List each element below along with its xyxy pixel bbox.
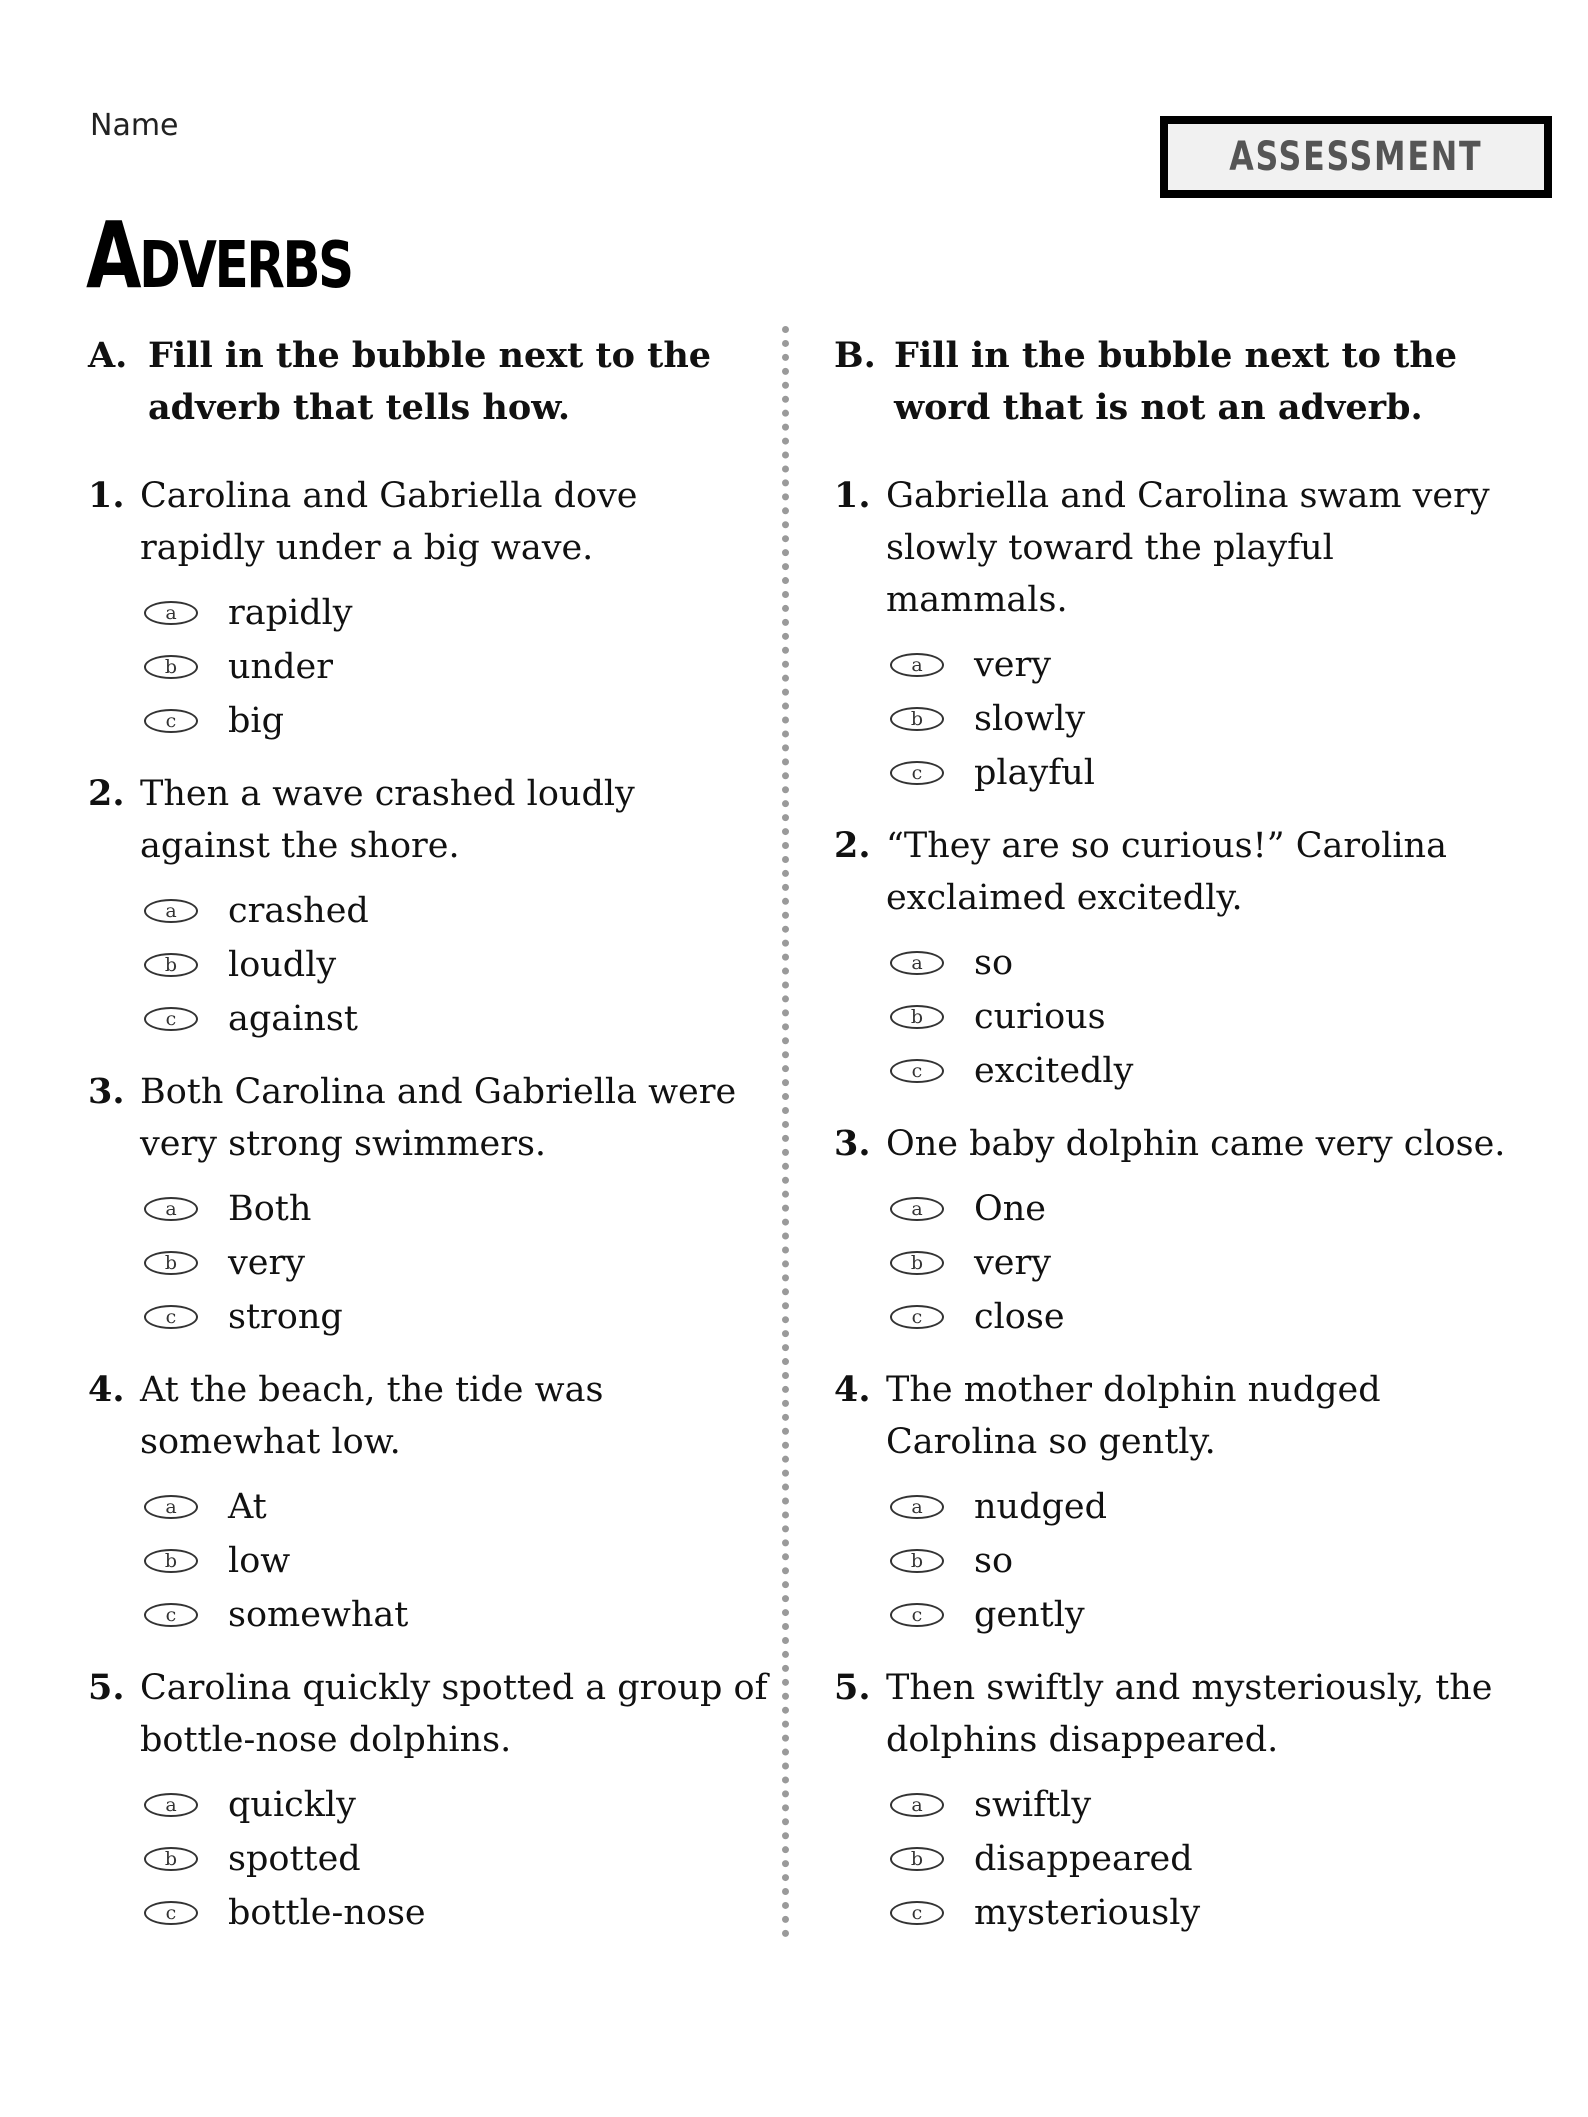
answer-option-label: somewhat — [228, 1595, 409, 1635]
answer-option-label: quickly — [228, 1785, 356, 1825]
answer-option-label: disappeared — [974, 1839, 1193, 1879]
answer-bubble[interactable]: b — [144, 1847, 198, 1871]
answer-options — [88, 884, 768, 1046]
question-number: 3. — [88, 1071, 125, 1112]
answer-option-label: curious — [974, 997, 1106, 1037]
answer-options — [834, 1480, 1514, 1642]
answer-options — [834, 936, 1514, 1098]
answer-bubble[interactable]: a — [144, 1495, 198, 1519]
answer-option[interactable] — [890, 1588, 1514, 1642]
answer-option-label: playful — [974, 753, 1095, 793]
question-text: Both Carolina and Gabriella were very strong swimmers. — [140, 1072, 737, 1164]
answer-bubble[interactable]: a — [890, 1197, 944, 1221]
answer-options — [88, 1778, 768, 1940]
answer-bubble[interactable]: a — [890, 951, 944, 975]
question-text: At the beach, the tide was somewhat low. — [140, 1370, 604, 1462]
question-number: 5. — [88, 1667, 125, 1708]
question-a-4 — [88, 1364, 768, 1642]
answer-option-label: excitedly — [974, 1051, 1134, 1091]
answer-option[interactable] — [144, 1182, 768, 1236]
answer-bubble[interactable]: a — [890, 1793, 944, 1817]
section-b-heading — [834, 330, 1514, 434]
answer-bubble[interactable]: b — [144, 1251, 198, 1275]
answer-option-label: bottle-nose — [228, 1893, 426, 1933]
assessment-badge — [1160, 116, 1552, 198]
answer-option[interactable] — [890, 1182, 1514, 1236]
section-a — [88, 330, 768, 1960]
question-b-3 — [834, 1118, 1514, 1344]
answer-option-label: against — [228, 999, 358, 1039]
answer-option-label: close — [974, 1297, 1065, 1337]
answer-options — [834, 1778, 1514, 1940]
name-label: Name — [90, 108, 179, 143]
answer-bubble[interactable]: a — [890, 1495, 944, 1519]
assessment-badge-label: ASSESSMENT — [1229, 134, 1483, 180]
question-number: 1. — [834, 475, 871, 516]
question-a-3 — [88, 1066, 768, 1344]
section-a-heading — [88, 330, 768, 434]
answer-bubble[interactable]: a — [890, 653, 944, 677]
answer-bubble[interactable]: c — [890, 761, 944, 785]
section-b-instruction: Fill in the bubble next to the word that is not an adverb. — [894, 335, 1458, 428]
section-b — [834, 330, 1514, 1960]
answer-option[interactable] — [144, 1778, 768, 1832]
answer-options — [834, 638, 1514, 800]
answer-option-label: One — [974, 1189, 1046, 1229]
answer-option-label: spotted — [228, 1839, 361, 1879]
question-stem — [88, 1066, 768, 1170]
answer-option[interactable] — [890, 936, 1514, 990]
question-text: Carolina and Gabriella dove rapidly under a big wave. — [140, 476, 638, 568]
answer-option[interactable] — [144, 694, 768, 748]
answer-options — [88, 586, 768, 748]
answer-option-label: strong — [228, 1297, 343, 1337]
answer-option[interactable] — [144, 640, 768, 694]
question-stem — [88, 1662, 768, 1766]
answer-option[interactable] — [144, 586, 768, 640]
question-text: Then swiftly and mysteriously, the dolphins disappeared. — [886, 1668, 1493, 1760]
answer-bubble[interactable]: c — [144, 1603, 198, 1627]
answer-option-label: Both — [228, 1189, 312, 1229]
answer-option[interactable] — [144, 938, 768, 992]
question-b-4 — [834, 1364, 1514, 1642]
answer-option-label: rapidly — [228, 593, 353, 633]
answer-option-label: low — [228, 1541, 291, 1581]
question-b-2 — [834, 820, 1514, 1098]
answer-option[interactable] — [144, 1480, 768, 1534]
answer-bubble[interactable]: c — [144, 1305, 198, 1329]
answer-bubble[interactable]: a — [144, 1197, 198, 1221]
question-text: “They are so curious!” Carolina exclaimed excitedly. — [886, 826, 1447, 918]
section-b-questions — [834, 470, 1514, 1940]
question-a-1 — [88, 470, 768, 748]
answer-option[interactable] — [144, 1236, 768, 1290]
answer-option[interactable] — [890, 1236, 1514, 1290]
answer-bubble[interactable]: b — [144, 655, 198, 679]
answer-option-label: so — [974, 1541, 1014, 1581]
answer-option[interactable] — [890, 1480, 1514, 1534]
answer-bubble[interactable]: b — [890, 1549, 944, 1573]
answer-bubble[interactable]: c — [890, 1305, 944, 1329]
question-stem — [88, 768, 768, 872]
question-number: 3. — [834, 1123, 871, 1164]
answer-option-label: swiftly — [974, 1785, 1092, 1825]
page-title: Adverbs — [86, 202, 352, 309]
answer-bubble[interactable]: b — [890, 1251, 944, 1275]
question-a-5 — [88, 1662, 768, 1940]
answer-option[interactable] — [144, 992, 768, 1046]
question-text: Gabriella and Carolina swam very slowly toward the playful mammals. — [886, 476, 1490, 620]
question-text: Carolina quickly spotted a group of bottle-nose dolphins. — [140, 1668, 768, 1760]
question-a-2 — [88, 768, 768, 1046]
answer-bubble[interactable]: c — [890, 1059, 944, 1083]
answer-option-label: At — [228, 1487, 267, 1527]
answer-bubble[interactable]: b — [144, 953, 198, 977]
question-number: 4. — [88, 1369, 125, 1410]
question-number: 2. — [88, 773, 125, 814]
answer-option[interactable] — [144, 884, 768, 938]
answer-bubble[interactable]: b — [890, 1005, 944, 1029]
question-number: 1. — [88, 475, 125, 516]
answer-option-label: so — [974, 943, 1014, 983]
answer-bubble[interactable]: b — [890, 707, 944, 731]
answer-bubble[interactable]: c — [144, 709, 198, 733]
answer-option-label: gently — [974, 1595, 1085, 1635]
answer-options — [834, 1182, 1514, 1344]
answer-option[interactable] — [890, 1886, 1514, 1940]
answer-option[interactable] — [890, 1832, 1514, 1886]
question-stem — [834, 1118, 1514, 1170]
question-stem — [834, 1662, 1514, 1766]
question-stem — [834, 820, 1514, 924]
answer-option[interactable] — [144, 1588, 768, 1642]
answer-bubble[interactable]: c — [144, 1901, 198, 1925]
answer-option[interactable] — [890, 1044, 1514, 1098]
section-b-letter: B. — [834, 335, 876, 376]
question-text: Then a wave crashed loudly against the shore. — [140, 774, 635, 866]
answer-option[interactable] — [144, 1290, 768, 1344]
question-b-5 — [834, 1662, 1514, 1940]
answer-bubble[interactable]: c — [144, 1007, 198, 1031]
section-a-instruction: Fill in the bubble next to the adverb that tells how. — [148, 335, 712, 428]
answer-option-label: under — [228, 647, 333, 687]
question-stem — [88, 1364, 768, 1468]
answer-option-label: very — [228, 1243, 305, 1283]
answer-option-label: nudged — [974, 1487, 1108, 1527]
answer-bubble[interactable]: c — [890, 1901, 944, 1925]
answer-bubble[interactable]: c — [890, 1603, 944, 1627]
question-stem — [834, 470, 1514, 626]
answer-option[interactable] — [890, 746, 1514, 800]
answer-bubble[interactable]: a — [144, 601, 198, 625]
question-number: 2. — [834, 825, 871, 866]
answer-option-label: slowly — [974, 699, 1086, 739]
answer-option[interactable] — [890, 990, 1514, 1044]
answer-options — [88, 1182, 768, 1344]
question-stem — [834, 1364, 1514, 1468]
question-text: The mother dolphin nudged Carolina so gently. — [886, 1370, 1381, 1462]
answer-option[interactable] — [890, 1290, 1514, 1344]
section-a-letter: A. — [88, 335, 128, 376]
answer-option[interactable] — [890, 1534, 1514, 1588]
answer-option[interactable] — [144, 1832, 768, 1886]
question-b-1 — [834, 470, 1514, 800]
answer-options — [88, 1480, 768, 1642]
answer-option[interactable] — [890, 638, 1514, 692]
answer-option[interactable] — [144, 1886, 768, 1940]
column-divider — [782, 326, 789, 1938]
answer-option-label: crashed — [228, 891, 369, 931]
answer-option-label: loudly — [228, 945, 337, 985]
answer-bubble[interactable]: b — [144, 1549, 198, 1573]
answer-option-label: very — [974, 1243, 1051, 1283]
answer-bubble[interactable]: a — [144, 1793, 198, 1817]
answer-option-label: big — [228, 701, 285, 741]
answer-bubble[interactable]: b — [890, 1847, 944, 1871]
answer-option[interactable] — [890, 1778, 1514, 1832]
section-a-questions — [88, 470, 768, 1940]
answer-bubble[interactable]: a — [144, 899, 198, 923]
answer-option[interactable] — [144, 1534, 768, 1588]
answer-option-label: mysteriously — [974, 1893, 1201, 1933]
answer-option[interactable] — [890, 692, 1514, 746]
question-number: 4. — [834, 1369, 871, 1410]
answer-option-label: very — [974, 645, 1051, 685]
question-text: One baby dolphin came very close. — [886, 1124, 1506, 1164]
question-number: 5. — [834, 1667, 871, 1708]
question-stem — [88, 470, 768, 574]
